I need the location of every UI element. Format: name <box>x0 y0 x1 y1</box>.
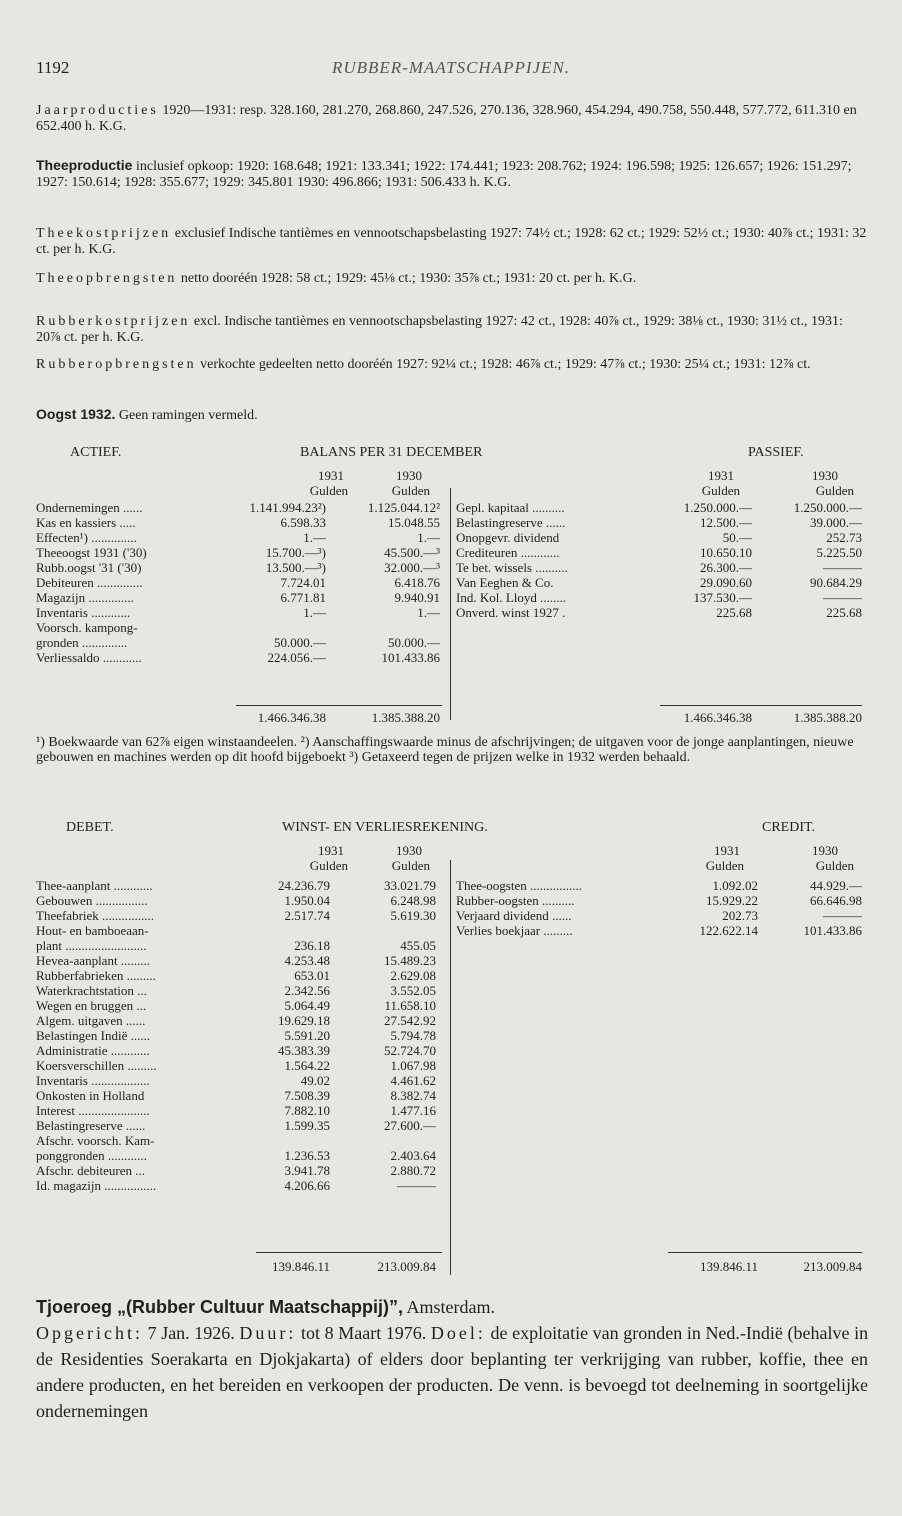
winst-total-left <box>36 1259 446 1274</box>
row-label: Kas en kassiers ..... <box>36 515 136 530</box>
para-label: Rubberopbrengsten <box>36 357 197 372</box>
value-1931: 5.064.49 <box>284 998 330 1013</box>
para-theeproductie <box>36 157 868 191</box>
total-1931: 1.466.346.38 <box>257 710 326 725</box>
value-1931: 45.383.39 <box>278 1043 330 1058</box>
value-1930: 1.067.98 <box>390 1058 436 1073</box>
total-1931: 139.846.11 <box>271 1259 330 1274</box>
para-oogst <box>36 406 868 424</box>
value-1930: 11.658.10 <box>384 998 436 1013</box>
unit-label: Gulden <box>391 483 430 498</box>
row-label: Rubberfabrieken ......... <box>36 968 156 983</box>
value-1930: ——— <box>397 1178 436 1193</box>
value-1930: 1.— <box>417 605 440 620</box>
value-1931: 1.— <box>303 530 326 545</box>
year-1931: 1931 <box>714 843 740 858</box>
value-1931: 15.700.—³) <box>265 545 326 560</box>
value-1931: 12.500.— <box>700 515 752 530</box>
company-name: Tjoeroeg „(Rubber Cultuur Maatschappij)”, <box>36 1297 404 1317</box>
row-label: Belastingen Indië ...... <box>36 1028 151 1043</box>
row-label: Waterkrachtstation ... <box>36 983 147 998</box>
row-label: Onopgevr. dividend <box>456 530 560 545</box>
winst-left-title: DEBET. <box>66 820 114 835</box>
table-row <box>36 515 446 530</box>
row-label: plant ......................... <box>36 938 147 953</box>
year-1930: 1930 <box>396 468 422 483</box>
value-1931: 2.517.74 <box>284 908 330 923</box>
para-text: verkochte gedeelten netto dooréén 1927: 92¼ ct.; 1928: 46⅞ ct.; 1929: 47⅞ ct.; 1930: 25¼ ct.; 1931: 12⅞ ct. <box>200 357 811 372</box>
value-1931: 50.— <box>722 530 752 545</box>
value-1931: 15.929.22 <box>706 893 758 908</box>
opgericht-label: Opgericht: <box>36 1323 143 1343</box>
row-label: Hout- en bamboeaan- <box>36 923 149 938</box>
row-label: Gebouwen ................ <box>36 893 148 908</box>
table-row <box>456 530 862 545</box>
row-label: Verliessaldo ............ <box>36 650 142 665</box>
winst-debet <box>36 878 446 1193</box>
unit-label: Gulden <box>309 858 348 873</box>
balans-left-title: ACTIEF. <box>70 445 122 460</box>
table-row <box>36 635 446 650</box>
value-1931: 29.090.60 <box>700 575 752 590</box>
row-label: Algem. uitgaven ...... <box>36 1013 146 1028</box>
value-1930: 5.619.30 <box>390 908 436 923</box>
value-1930: 27.600.— <box>384 1118 436 1133</box>
balans-right-title: PASSIEF. <box>748 445 804 460</box>
value-1931: 4.206.66 <box>284 1178 330 1193</box>
row-label: Interest ...................... <box>36 1103 150 1118</box>
total-1930: 1.385.388.20 <box>793 710 862 725</box>
value-1930: 33.021.79 <box>384 878 436 893</box>
table-row <box>456 590 862 605</box>
row-label: Thee-oogsten ................ <box>456 878 583 893</box>
value-1930: 101.433.86 <box>381 650 440 665</box>
value-1930: 455.05 <box>400 938 436 953</box>
value-1930: 15.048.55 <box>388 515 440 530</box>
value-1931: 122.622.14 <box>699 923 758 938</box>
row-label: Rubb.oogst '31 ('30) <box>36 560 142 575</box>
value-1930: 225.68 <box>826 605 862 620</box>
row-label: Onverd. winst 1927 . <box>456 605 566 620</box>
table-row <box>36 1133 446 1148</box>
doel-label: Doel: <box>430 1323 486 1343</box>
value-1930: 39.000.— <box>810 515 862 530</box>
duur-label: Duur: <box>239 1323 297 1343</box>
table-row <box>36 923 446 938</box>
para-label: Theeopbrengsten <box>36 271 178 286</box>
para-label: Theekostprijzen <box>36 226 172 241</box>
row-label: Belastingreserve ...... <box>456 515 566 530</box>
total-1931: 139.846.11 <box>699 1259 758 1274</box>
value-1930: 1.— <box>417 530 440 545</box>
table-row <box>36 1028 446 1043</box>
para-text: inclusief opkoop: 1920: 168.648; 1921: 133.341; 1922: 174.441; 1923: 208.762; 1924: 196.598; 1925: 126.657; 1926: 151.297; 1927: 150.614; 1928: 355.677; 1929: 345.801 1930: 496.866; 1931: 506.433 h. K.G. <box>36 159 852 190</box>
value-1930: 5.225.50 <box>816 545 862 560</box>
unit-label: Gulden <box>309 483 348 498</box>
para-text: excl. Indische tantièmes en vennootschapsbelasting 1927: 42 ct., 1928: 40⅞ ct., 1929: 38⅛ ct., 1930: 31½ ct., 1931: 20⅞ ct. per h. K.G. <box>36 314 843 345</box>
table-row <box>36 908 446 923</box>
value-1930: 27.542.92 <box>384 1013 436 1028</box>
year-1930: 1930 <box>396 843 422 858</box>
doel-value: de exploitatie van gronden in Ned.-Indië (behalve in de Residenties Soerakarta en Djokjakarta) of elders door beplanting ter verkrijging van rubber, koffie, thee en andere producten, en het bereiden en verkoopen der producten. De venn. is bevoegd tot deelneming in soortgelijke ondernemingen <box>36 1323 869 1421</box>
winst-year-header-left <box>260 843 440 873</box>
value-1930: 101.433.86 <box>803 923 862 938</box>
row-label: Te bet. wissels .......... <box>456 560 568 575</box>
value-1931: 137.530.— <box>693 590 752 605</box>
table-row <box>456 923 862 938</box>
value-1931: 653.01 <box>294 968 330 983</box>
value-1930: 6.418.76 <box>394 575 440 590</box>
value-1931: 1.236.53 <box>284 1148 330 1163</box>
value-1931: 1.250.000.— <box>683 500 752 515</box>
value-1931: 7.724.01 <box>280 575 326 590</box>
para-text: Geen ramingen vermeld. <box>118 408 258 423</box>
balans-actief <box>36 500 446 665</box>
unit-label: Gulden <box>701 483 740 498</box>
value-1931: 4.253.48 <box>284 953 330 968</box>
balans-footnote: ¹) Boekwaarde van 62⅞ eigen winstaandeelen. ²) Aanschaffingswaarde minus de afschrijvingen; de uitgaven voor de jonge aanplantingen, nieuwe gebouwen en machines werden op dit hoofd bijgeboekt ³) Getaxeerd tegen de prijzen welke in 1932 werden behaald. <box>36 735 854 765</box>
table-row <box>36 590 446 605</box>
value-1930: 44.929.— <box>810 878 862 893</box>
table-row <box>36 530 446 545</box>
value-1931: 1.141.994.23²) <box>249 500 326 515</box>
row-label: Onkosten in Holland <box>36 1088 145 1103</box>
table-row <box>36 938 446 953</box>
unit-label: Gulden <box>815 858 854 873</box>
para-jaarproducties <box>36 103 868 135</box>
value-1930: 1.125.044.12² <box>367 500 440 515</box>
value-1930: 50.000.— <box>388 635 440 650</box>
company-city: Amsterdam. <box>406 1297 496 1317</box>
year-1931: 1931 <box>318 843 344 858</box>
year-1931: 1931 <box>318 468 344 483</box>
balans-total-right <box>456 710 862 725</box>
table-row <box>36 500 446 515</box>
value-1930: 6.248.98 <box>390 893 436 908</box>
winst-divider <box>450 860 451 1275</box>
value-1930: ——— <box>823 560 862 575</box>
balans-divider <box>450 488 451 720</box>
value-1931: 202.73 <box>722 908 758 923</box>
winst-credit <box>456 878 862 938</box>
table-row <box>36 968 446 983</box>
row-label: Gepl. kapitaal .......... <box>456 500 565 515</box>
value-1931: 10.650.10 <box>700 545 752 560</box>
table-row <box>36 893 446 908</box>
value-1930: 66.646.98 <box>810 893 862 908</box>
balans-total-rule-left <box>236 705 442 706</box>
value-1930: 52.724.70 <box>384 1043 436 1058</box>
balans-passief <box>456 500 862 620</box>
table-row <box>456 545 862 560</box>
row-label: Wegen en bruggen ... <box>36 998 147 1013</box>
balans-total-rule-right <box>660 705 862 706</box>
table-row <box>36 1118 446 1133</box>
table-row <box>36 545 446 560</box>
value-1930: ——— <box>823 908 862 923</box>
para-label: Rubberkostprijzen <box>36 314 191 329</box>
value-1931: 7.508.39 <box>284 1088 330 1103</box>
value-1931: 2.342.56 <box>284 983 330 998</box>
page-number: 1192 <box>36 58 70 77</box>
row-label: Ondernemingen ...... <box>36 500 143 515</box>
row-label: Theeoogst 1931 ('30) <box>36 545 147 560</box>
table-row <box>36 1058 446 1073</box>
para-label: Theeproductie <box>36 157 133 173</box>
value-1931: 24.236.79 <box>278 878 330 893</box>
value-1931: 6.598.33 <box>280 515 326 530</box>
table-row <box>456 575 862 590</box>
value-1930: 252.73 <box>826 530 862 545</box>
table-row <box>36 878 446 893</box>
table-row <box>36 1148 446 1163</box>
total-1931: 1.466.346.38 <box>683 710 752 725</box>
para-rubberopbrengsten <box>36 357 868 373</box>
total-1930: 213.009.84 <box>803 1259 862 1274</box>
table-row <box>456 515 862 530</box>
winst-total-rule-right <box>668 1252 862 1253</box>
value-1930: 32.000.—³ <box>384 560 440 575</box>
value-1930: 2.403.64 <box>390 1148 436 1163</box>
table-row <box>36 1178 446 1193</box>
duur-value: tot 8 Maart 1976. <box>301 1323 427 1343</box>
value-1931: 3.941.78 <box>284 1163 330 1178</box>
value-1931: 225.68 <box>716 605 752 620</box>
balans-year-header-left <box>260 468 440 498</box>
value-1930: 90.684.29 <box>810 575 862 590</box>
winst-right-title: CREDIT. <box>762 820 816 835</box>
value-1931: 6.771.81 <box>280 590 326 605</box>
value-1931: 50.000.— <box>274 635 326 650</box>
row-label: Id. magazijn ................ <box>36 1178 157 1193</box>
value-1930: 3.552.05 <box>390 983 436 998</box>
row-label: Theefabriek ................ <box>36 908 155 923</box>
value-1931: 1.599.35 <box>284 1118 330 1133</box>
row-label: Crediteuren ............ <box>456 545 560 560</box>
value-1930: 45.500.—³ <box>384 545 440 560</box>
row-label: Belastingreserve ...... <box>36 1118 146 1133</box>
table-row <box>456 893 862 908</box>
unit-label: Gulden <box>705 858 744 873</box>
balans-title: BALANS PER 31 DECEMBER <box>300 445 483 460</box>
row-label: Verjaard dividend ...... <box>456 908 572 923</box>
para-text: netto dooréén 1928: 58 ct.; 1929: 45⅛ ct.; 1930: 35⅞ ct.; 1931: 20 ct. per h. K.G. <box>180 271 637 286</box>
value-1931: 1.564.22 <box>284 1058 330 1073</box>
row-label: Van Eeghen & Co. <box>456 575 554 590</box>
value-1930: 4.461.62 <box>390 1073 436 1088</box>
row-label: Inventaris .................. <box>36 1073 150 1088</box>
row-label: Afschr. voorsch. Kam- <box>36 1133 155 1148</box>
row-label: Rubber-oogsten .......... <box>456 893 575 908</box>
year-1930: 1930 <box>812 843 838 858</box>
table-row <box>456 560 862 575</box>
value-1930: 2.629.08 <box>390 968 436 983</box>
row-label: Koersverschillen ......... <box>36 1058 157 1073</box>
total-1930: 213.009.84 <box>377 1259 436 1274</box>
row-label: ponggronden ............ <box>36 1148 147 1163</box>
row-label: Thee-aanplant ............ <box>36 878 153 893</box>
table-row <box>456 878 862 893</box>
value-1930: 5.794.78 <box>390 1028 436 1043</box>
table-row <box>36 575 446 590</box>
year-1931: 1931 <box>708 468 734 483</box>
table-row <box>36 1013 446 1028</box>
row-label: Afschr. debiteuren ... <box>36 1163 146 1178</box>
row-label: Magazijn .............. <box>36 590 134 605</box>
winst-total-right <box>456 1259 862 1274</box>
para-theeopbrengsten <box>36 271 868 287</box>
table-row <box>456 908 862 923</box>
unit-label: Gulden <box>815 483 854 498</box>
year-1930: 1930 <box>812 468 838 483</box>
balans-total-left <box>36 710 446 725</box>
value-1930: ——— <box>823 590 862 605</box>
value-1931: 26.300.— <box>700 560 752 575</box>
para-label: Oogst 1932. <box>36 406 116 422</box>
opgericht-value: 7 Jan. 1926. <box>147 1323 235 1343</box>
value-1931: 5.591.20 <box>284 1028 330 1043</box>
table-row <box>36 953 446 968</box>
running-title: RUBBER-MAATSCHAPPIJEN. <box>331 58 571 77</box>
value-1930: 1.477.16 <box>390 1103 436 1118</box>
value-1930: 2.880.72 <box>390 1163 436 1178</box>
table-row <box>36 1103 446 1118</box>
table-row <box>36 1088 446 1103</box>
winst-year-header-right <box>660 843 860 873</box>
value-1931: 19.629.18 <box>278 1013 330 1028</box>
value-1930: 8.382.74 <box>390 1088 436 1103</box>
table-row <box>36 560 446 575</box>
table-row <box>456 605 862 620</box>
row-label: Ind. Kol. Lloyd ........ <box>456 590 567 605</box>
value-1931: 1.— <box>303 605 326 620</box>
value-1931: 1.092.02 <box>712 878 758 893</box>
row-label: Inventaris ............ <box>36 605 131 620</box>
row-label: Debiteuren .............. <box>36 575 143 590</box>
para-text: exclusief Indische tantièmes en vennootschapsbelasting 1927: 74½ ct.; 1928: 62 ct.; 1929: 52½ ct.; 1930: 40⅞ ct.; 1931: 32 ct. per h. K.G. <box>36 226 867 257</box>
value-1931: 13.500.—³) <box>265 560 326 575</box>
value-1931: 49.02 <box>300 1073 330 1088</box>
para-rubberkostprijzen <box>36 314 868 346</box>
value-1931: 1.950.04 <box>284 893 330 908</box>
row-label: Administratie ............ <box>36 1043 150 1058</box>
unit-label: Gulden <box>391 858 430 873</box>
table-row <box>36 650 446 665</box>
winst-total-rule-left <box>256 1252 442 1253</box>
para-text: 1920—1931: resp. 328.160, 281.270, 268.860, 247.526, 270.136, 328.960, 454.294, 490.758, 550.448, 577.772, 611.310 en 652.400 h. K.G. <box>36 103 857 134</box>
row-label: Verlies boekjaar ......... <box>456 923 573 938</box>
value-1930: 1.250.000.— <box>793 500 862 515</box>
row-label: gronden .............. <box>36 635 128 650</box>
table-row <box>36 983 446 998</box>
para-label: Jaarproducties <box>36 103 159 118</box>
value-1931: 7.882.10 <box>284 1103 330 1118</box>
table-row <box>36 1073 446 1088</box>
row-label: Hevea-aanplant ......... <box>36 953 151 968</box>
value-1930: 15.489.23 <box>384 953 436 968</box>
row-label: Voorsch. kampong- <box>36 620 138 635</box>
company-entry <box>36 1294 868 1424</box>
value-1931: 224.056.— <box>267 650 326 665</box>
total-1930: 1.385.388.20 <box>371 710 440 725</box>
value-1931: 236.18 <box>294 938 330 953</box>
value-1930: 9.940.91 <box>394 590 440 605</box>
balans-year-header-right <box>660 468 860 498</box>
table-row <box>36 620 446 635</box>
row-label: Effecten¹) .............. <box>36 530 137 545</box>
table-row <box>36 998 446 1013</box>
table-row <box>36 1043 446 1058</box>
table-row <box>36 1163 446 1178</box>
winst-title: WINST- EN VERLIESREKENING. <box>282 820 488 835</box>
table-row <box>456 500 862 515</box>
para-theekostprijzen <box>36 226 868 258</box>
table-row <box>36 605 446 620</box>
